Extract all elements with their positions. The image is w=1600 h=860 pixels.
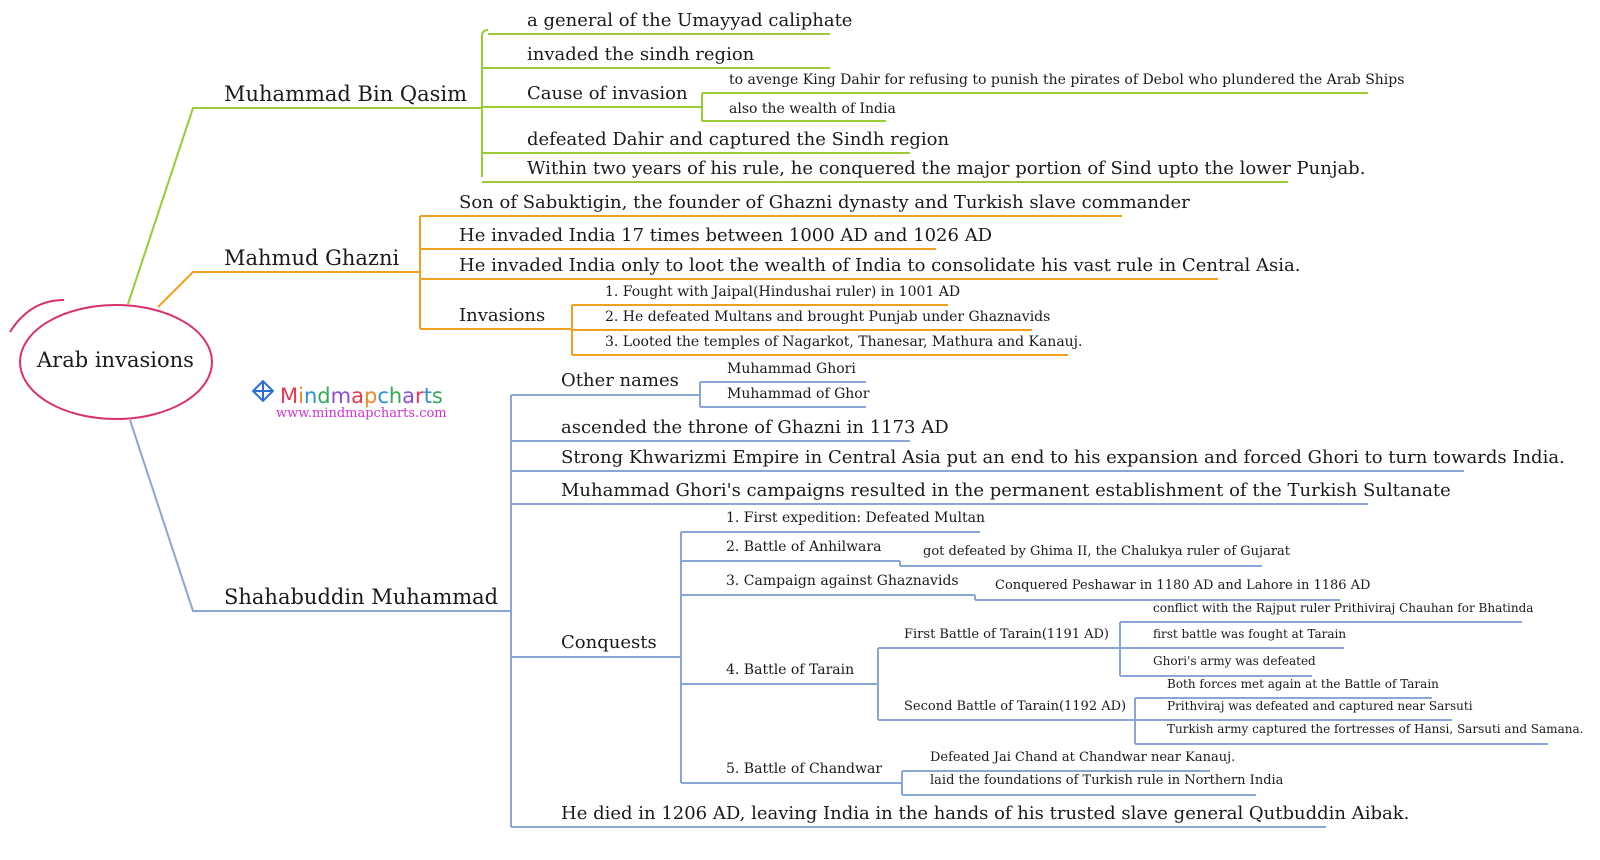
shahab-item[interactable]: ascended the throne of Ghazni in 1173 AD [561, 417, 949, 438]
tarain1-label[interactable]: First Battle of Tarain(1191 AD) [904, 627, 1110, 642]
watermark-letter: r [415, 384, 424, 408]
qasim-cause-item[interactable]: also the wealth of India [729, 101, 896, 117]
tarain1-item[interactable]: Ghori's army was defeated [1153, 654, 1316, 668]
ghazni-invasions-label[interactable]: Invasions [459, 305, 546, 326]
watermark-letter: h [388, 384, 403, 408]
watermark-logo [258, 386, 447, 420]
ghazni-item[interactable]: He invaded India only to loot the wealth of India to consolidate his vast rule in Central Asia. [459, 255, 1301, 276]
conquest-item[interactable]: 2. Battle of Anhilwara [726, 539, 882, 555]
qasim-cause-item[interactable]: to avenge King Dahir for refusing to punish the pirates of Debol who plundered the Arab Ships [729, 72, 1405, 88]
branch-qasim-title[interactable]: Muhammad Bin Qasim [224, 82, 468, 106]
watermark-letter: a [402, 384, 416, 408]
shahab-item[interactable]: Strong Khwarizmi Empire in Central Asia put an end to his expansion and forced Ghori to turn towards India. [561, 447, 1565, 468]
watermark-letter: t [423, 384, 432, 408]
ghazni-invasion-item[interactable]: 2. He defeated Multans and brought Punjab under Ghaznavids [605, 309, 1051, 325]
tarain2-item[interactable]: Prithviraj was defeated and captured near Sarsuti [1167, 699, 1473, 713]
ghazni-invasion-item[interactable]: 1. Fought with Jaipal(Hindushai ruler) in 1001 AD [605, 284, 961, 300]
shahab-other-name[interactable]: Muhammad of Ghor [727, 386, 870, 402]
shahab-item[interactable]: Muhammad Ghori's campaigns resulted in the permanent establishment of the Turkish Sultanate [561, 480, 1451, 501]
shahab-item[interactable]: He died in 1206 AD, leaving India in the hands of his trusted slave general Qutbuddin Aibak. [561, 803, 1410, 824]
tarain2-item[interactable]: Turkish army captured the fortresses of Hansi, Sarsuti and Samana. [1167, 722, 1584, 736]
qasim-item[interactable]: defeated Dahir and captured the Sindh region [527, 129, 950, 150]
watermark-letter: M [280, 384, 299, 408]
qasim-item[interactable]: Cause of invasion [527, 83, 688, 104]
branch-shahab-title[interactable]: Shahabuddin Muhammad [224, 585, 499, 609]
shahab-conquests-label[interactable]: Conquests [561, 632, 657, 653]
shahab-other-name[interactable]: Muhammad Ghori [727, 361, 856, 377]
watermark-letter: s [431, 384, 443, 408]
tarain1-item[interactable]: first battle was fought at Tarain [1153, 627, 1347, 641]
branch-ghazni-title[interactable]: Mahmud Ghazni [224, 246, 400, 270]
ghazni-invasion-item[interactable]: 3. Looted the temples of Nagarkot, Thanesar, Mathura and Kanauj. [605, 334, 1083, 350]
watermark-letter: i [298, 384, 304, 408]
tarain2-item[interactable]: Both forces met again at the Battle of Tarain [1167, 677, 1439, 691]
shahab-other-names-label[interactable]: Other names [561, 370, 679, 391]
tarain2-label[interactable]: Second Battle of Tarain(1192 AD) [904, 699, 1127, 714]
conquest-item[interactable]: 3. Campaign against Ghaznavids [726, 573, 959, 589]
knot-icon [252, 380, 274, 406]
watermark-letter: n [303, 384, 318, 408]
ghaznavids-detail[interactable]: Conquered Peshawar in 1180 AD and Lahore in 1186 AD [995, 578, 1371, 593]
watermark-letter: a [351, 384, 364, 408]
watermark-letter: c [377, 384, 389, 408]
conquest-item[interactable]: 5. Battle of Chandwar [726, 761, 883, 777]
qasim-item[interactable]: a general of the Umayyad caliphate [527, 10, 853, 31]
conquest-item[interactable]: 1. First expedition: Defeated Multan [726, 510, 985, 526]
chandwar-item[interactable]: Defeated Jai Chand at Chandwar near Kanauj. [930, 750, 1236, 765]
root-node-label[interactable]: Arab invasions [37, 348, 194, 372]
tarain1-item[interactable]: conflict with the Rajput ruler Prithiviraj Chauhan for Bhatinda [1153, 601, 1534, 615]
conquest-item[interactable]: 4. Battle of Tarain [726, 662, 855, 678]
watermark-letter: d [317, 384, 331, 408]
ghazni-item[interactable]: He invaded India 17 times between 1000 AD and 1026 AD [459, 225, 993, 246]
qasim-item[interactable]: Within two years of his rule, he conquered the major portion of Sind upto the lower Punjab. [527, 158, 1366, 179]
watermark-letter: m [330, 384, 352, 408]
chandwar-item[interactable]: laid the foundations of Turkish rule in Northern India [930, 773, 1284, 788]
watermark-letter: p [363, 384, 378, 408]
watermark-url: www.mindmapcharts.com [276, 406, 447, 421]
anhilwara-detail[interactable]: got defeated by Ghima II, the Chalukya ruler of Gujarat [923, 544, 1291, 559]
ghazni-item[interactable]: Son of Sabuktigin, the founder of Ghazni dynasty and Turkish slave commander [459, 192, 1190, 213]
watermark-name [280, 386, 447, 407]
qasim-item[interactable]: invaded the sindh region [527, 44, 755, 65]
